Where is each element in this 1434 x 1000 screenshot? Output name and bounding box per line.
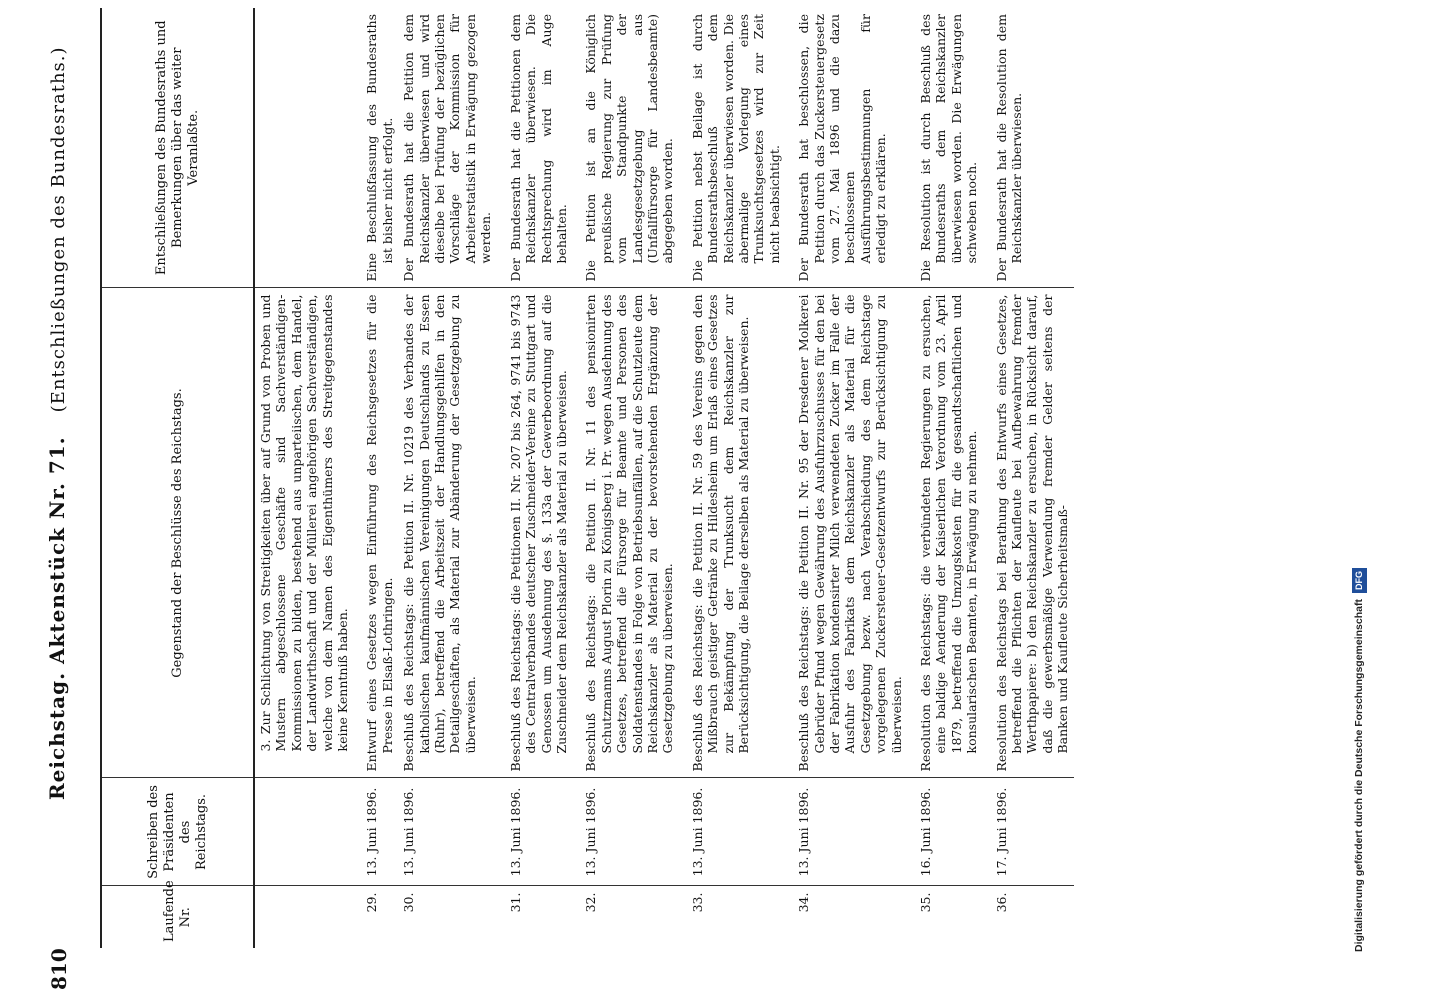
- table-row: [785, 8, 907, 948]
- entry-decision-text: Der Bundesrath hat die Resolution dem Reichskanzler überwiesen.: [993, 14, 1025, 282]
- entry-number: 35.: [918, 892, 934, 913]
- column-header-schreiben: Schreiben des Präsidenten des Reichstags.: [101, 778, 254, 886]
- entry-decision: [353, 8, 398, 288]
- entry-number: 31.: [507, 892, 523, 913]
- entry-number: 32.: [583, 892, 599, 913]
- entry-decision-text: Der Bundesrath hat beschlossen, die Petition durch das Zuckersteuergesetz vom 27. Mai 1896 und die dazu beschlossenen Ausführungsbestimmungen für erledigt zu erklären.: [796, 14, 889, 282]
- entry-number: 30.: [401, 892, 417, 913]
- dfg-logo: DFG: [1352, 568, 1367, 593]
- table-row: [983, 8, 1074, 948]
- digitization-note-text: Digitalisierung gefördert durch die Deutsche Forschungsgemeinschaft: [1353, 599, 1365, 952]
- entry-subject-text: Beschluß des Reichstags: die Petitionen II. Nr. 207 bis 264, 9741 bis 9743 des Centralverbandes deutscher Zuschneider-Vereine zu Stuttgart und Genossen um Ausdehnung des §. 133a der Gewerbeordnung auf die Zuschneider dem Reichskanzler als Material zu überweisen.: [507, 294, 569, 772]
- entry-subject-text: Entwurf eines Gesetzes wegen Einführung des Reichsgesetzes für die Presse in Elsaß-Lothringen.: [364, 294, 395, 772]
- running-title: [45, 46, 69, 800]
- entry-date: 13. Juni 1896.: [679, 778, 785, 886]
- entry-number: 34.: [796, 892, 812, 913]
- entry-subject: [572, 288, 678, 778]
- entry-subject: [983, 288, 1074, 778]
- table-row: [398, 8, 496, 948]
- table-row: [497, 8, 573, 948]
- entry-date: 13. Juni 1896.: [398, 778, 496, 886]
- running-title-text: Reichstag. Aktenstück Nr. 71.: [45, 436, 69, 800]
- entry-decision: [785, 8, 907, 288]
- page-header: [44, 0, 84, 1000]
- entry-subject-text: Beschluß des Reichstags: die Petition II. Nr. 11 des pensionirten Schutzmanns August Plorin zu Königsberg i. Pr. wegen Ausdehnung des Gesetzes, betreffend die Fürsorge für Beamte und Personen des Soldatenstandes in Folge von Betriebsunfällen, auf die Schutzleute dem Reichskanzler als Material zu der bevorstehenden Ergänzung der Gesetzgebung zu überweisen.: [583, 294, 676, 772]
- running-subtitle: (Entschließungen des Bundesraths.): [48, 46, 69, 413]
- entry-date: 16. Juni 1896.: [907, 778, 983, 886]
- table-row: [254, 8, 353, 948]
- entry-decision: [679, 8, 785, 288]
- entry-decision-text: Der Bundesrath hat die Petitionen dem Reichskanzler überwiesen. Die Rechtsprechung wird im Auge behalten.: [507, 14, 569, 282]
- entry-subject-text: Beschluß des Reichstags: die Petition II. Nr. 59 des Vereins gegen den Mißbrauch geistiger Getränke zu Hildesheim um Erlaß eines Gesetzes zur Bekämpfung der Trunksucht dem Reichskanzler zur Berücksichtigung, die Beilage derselben als Material zu überweisen.: [689, 294, 751, 772]
- entry-date: 13. Juni 1896.: [497, 778, 573, 886]
- entry-subject-text: Beschluß des Reichstags: die Petition II. Nr. 10219 des Verbandes der katholischen kaufmännischen Vereinigungen Deutschlands zu Essen (Ruhr), betreffend die Arbeitszeit der Handlungsgehilfen in den Detailgeschäften, als Material zur Abänderung der Gesetzgebung zu überweisen.: [401, 294, 478, 772]
- entry-subject: [398, 288, 496, 778]
- entry-decision: [398, 8, 496, 288]
- entry-subject: [679, 288, 785, 778]
- entry-subject: [353, 288, 398, 778]
- entry-decision-text: Die Petition nebst Beilage ist durch Bundesrathsbeschluß dem Reichskanzler überwiesen worden. Die abermalige Vorlegung eines Trunksuchtsgesetzes wird zur Zeit nicht beabsichtigt.: [689, 14, 782, 282]
- entry-date: 13. Juni 1896.: [785, 778, 907, 886]
- entry-number: 29.: [364, 892, 380, 913]
- entry-date: [254, 778, 353, 886]
- register-table: [100, 8, 1074, 948]
- table-row: [572, 8, 678, 948]
- entry-number: 36.: [993, 892, 1009, 913]
- column-header-gegenstand: Gegenstand der Beschlüsse des Reichstags.: [101, 288, 254, 778]
- page-number: 810: [47, 948, 71, 990]
- entry-decision: [907, 8, 983, 288]
- entry-number: [254, 886, 353, 948]
- table-row: [907, 8, 983, 948]
- entry-decision-text: Der Bundesrath hat die Petition dem Reichskanzler überwiesen und wird dieselbe bei Prüfung der bezüglichen Vorschläge der Kommission für Arbeiterstatistik in Erwägung gezogen werden.: [401, 14, 494, 282]
- entry-decision-text: Die Resolution ist durch Beschluß des Bundesraths dem Reichskanzler überwiesen worden. Die Erwägungen schweben noch.: [918, 14, 980, 282]
- entry-subject-text: Resolution des Reichstags bei Berathung des Entwurfs eines Gesetzes, betreffend die Pflichten der Kaufleute bei Aufbewahrung fremder Werthpapiere: b) den Reichskanzler zu ersuchen, in Rücksicht darauf, daß die gewerbsmäßige Verwendung fremder Gelder seitens der Banken und Kaufleute Sicherheitsmaß-: [993, 294, 1071, 772]
- entry-number: 33.: [689, 892, 705, 913]
- column-header-nr: Laufende Nr.: [101, 886, 254, 948]
- entry-decision: [572, 8, 678, 288]
- entry-date: 17. Juni 1896.: [983, 778, 1074, 886]
- table-header-row: [101, 8, 254, 948]
- entry-date: 13. Juni 1896.: [353, 778, 398, 886]
- entry-subject-text: Beschluß des Reichstags: die Petition II. Nr. 95 der Dresdener Molkerei Gebrüder Pfund wegen Gewährung des Ausfuhrzuschusses für den bei der Fabrikation kondensirter Milch verwendeten Zucker im Falle der Ausfuhr des Fabrikats dem Reichskanzler als Material für die Gesetzgebung bezw. nach Verabschiedung des dem Reichstage vorgelegenen Zuckersteuer-Gesetzentwurfs zur Berücksichtigung zu überweisen.: [796, 294, 904, 772]
- digitization-note: [1352, 2, 1367, 952]
- column-header-entschliessungen: Entschließungen des Bundesraths und Bemerkungen über das weiter Veranlaßte.: [101, 8, 254, 288]
- entry-decision: [983, 8, 1074, 288]
- table-row: [679, 8, 785, 948]
- entry-decision-text: Eine Beschlußfassung des Bundesraths ist bisher nicht erfolgt.: [364, 14, 395, 282]
- entry-subject: [785, 288, 907, 778]
- entry-subject-text: Resolution des Reichstags: die verbündeten Regierungen zu ersuchen, eine baldige Aenderung der Kaiserlichen Verordnung vom 23. April 1879, betreffend die Umzugskosten für die gesandtschaftlichen und konsularischen Beamten, in Erwägung zu nehmen.: [918, 294, 980, 772]
- entry-decision: [497, 8, 573, 288]
- entry-decision: [254, 8, 353, 288]
- entry-subject: [497, 288, 573, 778]
- entry-subject-text: 3. Zur Schlichtung von Streitigkeiten über auf Grund von Proben und Mustern abgeschlossene Geschäfte sind Sachverständigen-Kommissionen zu bilden, bestehend aus unparteiischen, dem Handel, der Landwirthschaft und der Müllerei angehörigen Sachverständigen, welche von dem Namen des Eigenthümers des Streitgegenstandes keine Kenntniß haben.: [258, 294, 351, 752]
- table-row: [353, 8, 398, 948]
- entry-subject: [254, 288, 353, 778]
- entry-subject: [907, 288, 983, 778]
- entry-decision-text: Die Petition ist an die Königlich preußische Regierung zur Prüfung vom Standpunkte der Landesgesetzgebung aus (Unfallfürsorge für Landesbeamte) abgegeben worden.: [583, 14, 676, 282]
- entry-date: 13. Juni 1896.: [572, 778, 678, 886]
